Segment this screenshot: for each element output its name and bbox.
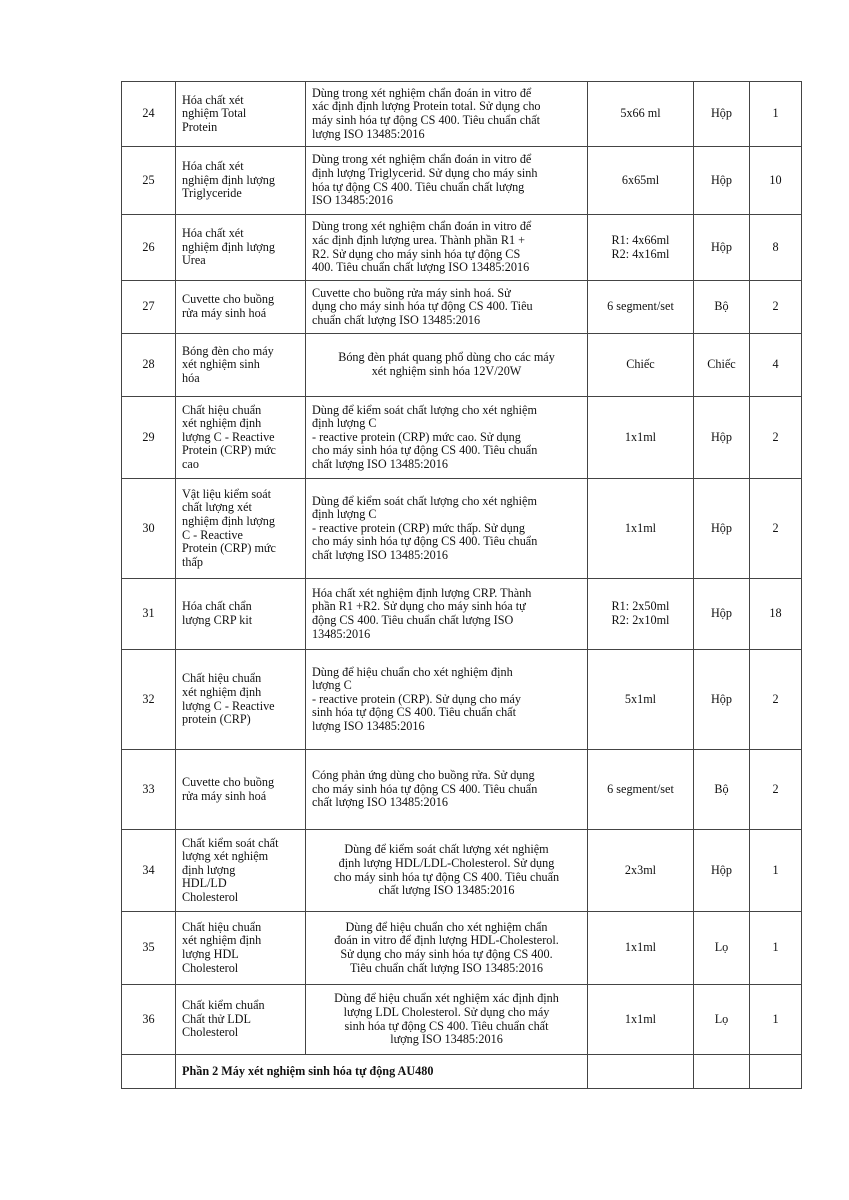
item-description-line: 400. Tiêu chuẩn chất lượng ISO 13485:2016 [312,260,530,275]
row-number: 28 [122,334,176,397]
item-name [176,397,306,479]
item-description-line: chuẩn chất lượng ISO 13485:2016 [312,312,481,327]
item-spec [588,281,694,334]
item-name-line: Chất thử LDL [182,1011,251,1026]
item-spec-line: 1x1ml [624,940,657,955]
item-name-line: xét nghiệm định [182,933,262,948]
item-description-line: Dùng để kiểm soát chất lượng cho xét nghiệm [312,493,537,508]
item-unit: Bộ [694,281,750,334]
item-unit: Hộp [694,579,750,650]
item-description-line: hóa tự động CS 400. Tiêu chuẩn chất lượng [312,179,525,194]
item-unit: Hộp [694,215,750,281]
row-number: 34 [122,830,176,912]
item-spec-line: Chiếc [626,357,655,372]
equipment-table [121,81,802,1089]
item-quantity: 2 [750,281,802,334]
item-description-line: định lượng C [312,507,377,522]
item-spec [588,147,694,215]
item-description-line: Dùng để hiệu chuẩn cho xét nghiệm chẩn [345,919,548,934]
item-name [176,82,306,147]
item-name-line: thấp [182,554,203,569]
item-description-line: 13485:2016 [312,626,371,641]
item-description-line: lượng LDL Cholesterol. Sử dụng cho máy [343,1004,550,1019]
item-description-line: máy sinh hóa tự động CS 400. Tiêu chuẩn chất [312,113,541,127]
item-spec-line: 1x1ml [624,429,657,444]
item-name-line: Hóa chất xét [182,92,244,107]
item-quantity: 10 [750,147,802,215]
item-unit: Chiếc [694,334,750,397]
item-spec-line: 6x65ml [621,172,660,187]
item-description [306,334,588,397]
item-name [176,147,306,215]
item-name-line: Cuvette cho buồng [182,292,275,307]
item-name-line: Protein (CRP) mức [182,443,276,458]
item-name-line: Cholesterol [182,960,239,975]
item-unit: Lọ [694,912,750,985]
item-description-line: - reactive protein (CRP) mức cao. Sử dụng [312,429,521,444]
item-name-line: nghiệm định lượng [182,172,275,187]
item-unit: Hộp [694,479,750,579]
item-name-line: C - Reactive [182,527,243,542]
item-name-line: nghiệm Total [182,106,247,121]
item-description-line: định lượng C [312,416,377,431]
item-spec [588,397,694,479]
item-description [306,579,588,650]
item-name-line: protein (CRP) [182,712,251,727]
table-row [122,479,802,579]
item-description-line: Tiêu chuẩn chất lượng ISO 13485:2016 [349,960,544,975]
item-name [176,281,306,334]
item-spec [588,579,694,650]
table-row [122,985,802,1055]
item-unit: Hộp [694,830,750,912]
item-description-line: Bóng đèn phát quang phổ dùng cho các máy [338,350,555,365]
item-spec [588,82,694,147]
item-spec [588,215,694,281]
row-number: 27 [122,281,176,334]
item-spec [588,750,694,830]
part-header-row [122,1055,802,1089]
item-description-line: sinh hóa tự động CS 400. Tiêu chuẩn chất [344,1018,549,1033]
table-row [122,750,802,830]
item-description [306,650,588,750]
item-spec-line: 5x66 ml [620,106,661,121]
item-name-line: rửa máy sinh hoá [182,306,267,320]
row-number: 33 [122,750,176,830]
item-description-line: cho máy sinh hóa tự động CS 400. Tiêu chuẩn [312,443,538,458]
item-name-line: xét nghiệm định [182,684,262,699]
item-description [306,750,588,830]
item-spec-line: R2: 4x16ml [611,246,670,261]
row-number: 25 [122,147,176,215]
item-description-line: Dùng trong xét nghiệm chẩn đoán in vitro để [312,219,532,234]
item-quantity: 4 [750,334,802,397]
table-row [122,147,802,215]
item-description-line: đoán in vitro để định lượng HDL-Cholesterol. [334,933,559,948]
item-name [176,579,306,650]
item-name-line: HDL/LD [182,876,227,891]
item-name-line: lượng C - Reactive [182,698,275,713]
item-name-line: Bóng đèn cho máy [182,343,274,358]
item-name-line: Protein [182,119,218,134]
item-description-line: lượng ISO 13485:2016 [312,126,425,141]
item-description-line: chất lượng ISO 13485:2016 [312,795,448,810]
item-name [176,334,306,397]
item-name-line: hóa [182,370,200,385]
item-name-line: Hóa chất chẩn [182,599,252,614]
item-description-line: cho máy sinh hóa tự động CS 400. Tiêu chuẩn [312,534,538,549]
item-spec [588,334,694,397]
item-description-line: Dùng để kiểm soát chất lượng cho xét nghiệm [312,402,537,417]
item-description-line: định lượng Triglycerid. Sử dụng cho máy sinh [312,165,538,180]
item-spec-line: R1: 4x66ml [611,232,670,247]
item-spec-line: R2: 2x10ml [611,613,670,627]
table-row [122,397,802,479]
item-name [176,215,306,281]
item-name-line: Cuvette cho buồng [182,774,275,789]
item-description [306,82,588,147]
table-row [122,912,802,985]
item-name-line: Cholesterol [182,1025,239,1040]
item-description [306,215,588,281]
item-description-line: chất lượng ISO 13485:2016 [312,547,448,562]
item-spec [588,912,694,985]
item-description-line: Sử dụng cho máy sinh hóa tự động CS 400. [340,947,553,961]
item-description-line: lượng ISO 13485:2016 [390,1032,503,1047]
item-quantity: 1 [750,985,802,1055]
item-description-line: động CS 400. Tiêu chuẩn chất lượng ISO [312,613,514,627]
item-description-line: - reactive protein (CRP). Sử dụng cho máy [312,691,522,706]
item-quantity: 2 [750,479,802,579]
item-description-line: lượng C [312,678,352,693]
item-spec [588,830,694,912]
item-description-line: phần R1 +R2. Sử dụng cho máy sinh hóa tự [312,599,526,614]
item-description [306,830,588,912]
item-name-line: Urea [182,253,206,268]
item-name-line: Triglyceride [182,186,242,201]
row-number: 30 [122,479,176,579]
table-body [122,82,802,1055]
row-number: 29 [122,397,176,479]
item-description-line: Cuvette cho buồng rửa máy sinh hoá. Sử [312,285,511,300]
item-description-line: định lượng HDL/LDL-Cholesterol. Sử dụng [338,855,555,870]
item-name-line: Hóa chất xét [182,159,244,174]
row-number: 36 [122,985,176,1055]
item-name-line: Chất hiệu chuẩn [182,919,262,934]
item-spec [588,650,694,750]
item-name-line: nghiệm định lượng [182,239,275,254]
item-spec-line: 6 segment/set [607,781,674,796]
item-description [306,912,588,985]
item-quantity: 18 [750,579,802,650]
item-description-line: cho máy sinh hóa tự động CS 400. Tiêu chuẩn [333,869,560,884]
item-spec-line: 1x1ml [624,520,657,535]
item-description [306,147,588,215]
table-row [122,334,802,397]
part-unit-cell [694,1055,750,1089]
item-name [176,750,306,830]
item-name-line: Cholesterol [182,889,239,904]
part2-title: Phần 2 Máy xét nghiệm sinh hóa tự động AU480 [176,1055,588,1089]
item-description-line: - reactive protein (CRP) mức thấp. Sử dụng [312,520,525,535]
item-unit: Hộp [694,82,750,147]
item-unit: Hộp [694,147,750,215]
item-name [176,479,306,579]
item-description [306,281,588,334]
item-description-line: lượng ISO 13485:2016 [312,718,425,733]
item-name-line: cao [182,456,199,471]
item-name-line: nghiệm định lượng [182,513,275,528]
table-row [122,650,802,750]
item-name-line: Chất kiểm chuẩn [182,998,265,1013]
item-name-line: Chất hiệu chuẩn [182,402,262,417]
item-name-line: định lượng [182,862,236,877]
item-quantity: 2 [750,750,802,830]
item-name-line: Vật liệu kiểm soát [182,486,272,501]
item-name-line: xét nghiệm định [182,416,262,431]
item-description-line: Hóa chất xét nghiệm định lượng CRP. Thành [312,585,532,600]
item-name [176,912,306,985]
item-name-line: Protein (CRP) mức [182,541,276,556]
part-spec-cell [588,1055,694,1089]
item-name-line: lượng CRP kit [182,613,253,627]
item-spec [588,479,694,579]
item-name [176,985,306,1055]
item-name-line: xét nghiệm sinh [182,357,260,372]
item-quantity: 1 [750,82,802,147]
item-description-line: Dùng để kiểm soát chất lượng xét nghiệm [344,842,549,857]
item-name-line: chất lượng xét [182,500,252,515]
item-name-line: Hóa chất xét [182,226,244,241]
item-name-line: rửa máy sinh hoá [182,788,267,803]
item-quantity: 8 [750,215,802,281]
part-stt-cell [122,1055,176,1089]
item-name-line: Chất kiểm soát chất [182,835,279,850]
item-description-line: Dùng để hiệu chuẩn cho xét nghiệm định [312,664,513,679]
item-spec-line: R1: 2x50ml [611,599,670,614]
item-name-line: lượng xét nghiệm [182,849,269,864]
item-name-line: Chất hiệu chuẩn [182,671,262,686]
item-description-line: Cóng phản ứng dùng cho buồng rửa. Sử dụng [312,768,535,783]
row-number: 24 [122,82,176,147]
item-spec-line: 1x1ml [624,1011,657,1026]
item-description-line: chất lượng ISO 13485:2016 [378,883,515,898]
item-description-line: ISO 13485:2016 [312,193,393,208]
item-description-line: dụng cho máy sinh hóa tự động CS 400. Tiêu [312,299,533,314]
item-description-line: Dùng trong xét nghiệm chẩn đoán in vitro để [312,85,532,100]
item-description-line: cho máy sinh hóa tự động CS 400. Tiêu chuẩn [312,781,538,796]
item-description-line: xét nghiệm sinh hóa 12V/20W [371,364,522,378]
item-name-line: lượng HDL [182,947,239,961]
part-qty-cell [750,1055,802,1089]
item-unit: Hộp [694,397,750,479]
item-description-line: xác định định lượng urea. Thành phần R1 + [312,232,525,247]
item-description [306,479,588,579]
item-quantity: 2 [750,650,802,750]
item-quantity: 1 [750,830,802,912]
row-number: 35 [122,912,176,985]
item-description-line: xác định định lượng Protein total. Sử dụng cho [312,99,541,114]
table-row [122,830,802,912]
item-unit: Hộp [694,650,750,750]
item-description-line: sinh hóa tự động CS 400. Tiêu chuẩn chất [312,705,516,720]
table-row [122,82,802,147]
table-row [122,215,802,281]
table-row [122,281,802,334]
item-unit: Bộ [694,750,750,830]
item-description-line: Dùng trong xét nghiệm chẩn đoán in vitro để [312,152,532,167]
item-quantity: 2 [750,397,802,479]
item-description-line: Dùng để hiệu chuẩn xét nghiệm xác định định [334,991,559,1006]
item-spec-line: 2x3ml [624,862,657,877]
item-unit: Lọ [694,985,750,1055]
table-row [122,579,802,650]
item-quantity: 1 [750,912,802,985]
item-name [176,830,306,912]
row-number: 31 [122,579,176,650]
item-name [176,650,306,750]
row-number: 26 [122,215,176,281]
item-description-line: chất lượng ISO 13485:2016 [312,456,448,471]
item-spec-line: 5x1ml [624,691,657,706]
item-description [306,985,588,1055]
item-description-line: R2. Sử dụng cho máy sinh hóa tự động CS [312,246,521,261]
item-description [306,397,588,479]
item-spec [588,985,694,1055]
row-number: 32 [122,650,176,750]
item-name-line: lượng C - Reactive [182,429,275,444]
item-spec-line: 6 segment/set [607,299,674,314]
